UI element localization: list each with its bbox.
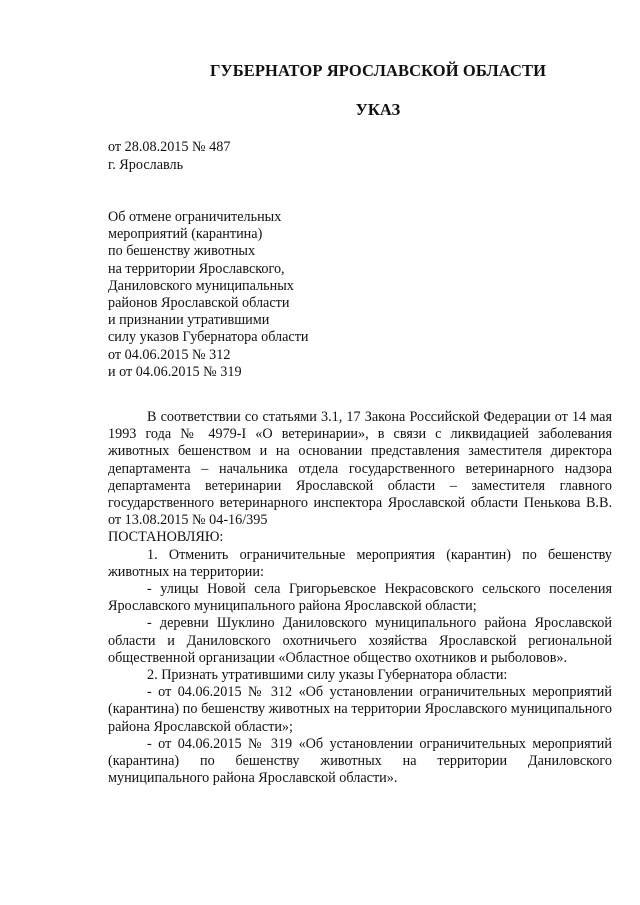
decree-word: ПОСТАНОВЛЯЮ: <box>108 529 224 546</box>
item-2: 2. Признать утратившими силу указы Губернатора области: <box>147 667 508 684</box>
decree-body <box>108 409 612 787</box>
item-2-b: - от 04.06.2015 № 319 «Об установлении ограничительных мероприятий (карантина) по бешенству животных на территории Даниловского муниципального района Ярославской области». <box>108 735 612 787</box>
subject-line: и признании утратившими <box>108 312 270 329</box>
subject-line: Об отмене ограничительных <box>108 209 282 225</box>
subject-line: силу указов Губернатора области <box>108 329 309 346</box>
subject-line: на территории Ярославского, <box>108 260 285 277</box>
item-1-a: - улицы Новой села Григорьевское Некрасовского сельского поселения Ярославского муниципального района Ярославской области; <box>108 581 612 615</box>
subject-line: мероприятий (карантина) <box>108 226 263 243</box>
item-1-b: - деревни Шуклино Даниловского муниципального района Ярославской области и Даниловского охотничьего хозяйства Ярославской региональной общественной организации «Областное общество охотников и рыболовов». <box>108 615 612 666</box>
subject-line: по бешенству животных <box>108 243 256 260</box>
decree-subject <box>108 209 309 381</box>
decree-city: г. Ярославль <box>108 157 184 173</box>
subject-line: районов Ярославской области <box>108 295 290 312</box>
authority-heading: ГУБЕРНАТОР ЯРОСЛАВСКОЙ ОБЛАСТИ <box>209 61 547 80</box>
subject-line: и от 04.06.2015 № 319 <box>108 363 242 380</box>
subject-line: от 04.06.2015 № 312 <box>108 346 231 363</box>
preamble-paragraph: В соответствии со статьями 3.1, 17 Закона Российской Федерации от 14 мая 1993 года № 4979-I «О ветеринарии», в связи с ликвидацией заболевания животных бешенством и на основании представления заместителя директора департамента – начальника отдела государственного ветеринарного надзора департамента ветеринарии Ярославской области – заместителя главного государственного ветеринарного инспектора Ярославской области Пенькова В.В. от 13.08.2015 № 04-16/395 <box>108 409 612 529</box>
decree-date-number: от 28.08.2015 № 487 <box>108 139 231 155</box>
document-type-heading: УКАЗ <box>355 100 401 119</box>
subject-line: Даниловского муниципальных <box>108 277 294 294</box>
item-1: 1. Отменить ограничительные мероприятия (карантин) по бешенству животных на территории: <box>108 546 612 580</box>
item-2-a: - от 04.06.2015 № 312 «Об установлении ограничительных мероприятий (карантина) по бешенству животных на территории Ярославского муниципального района Ярославской области»; <box>108 684 612 735</box>
